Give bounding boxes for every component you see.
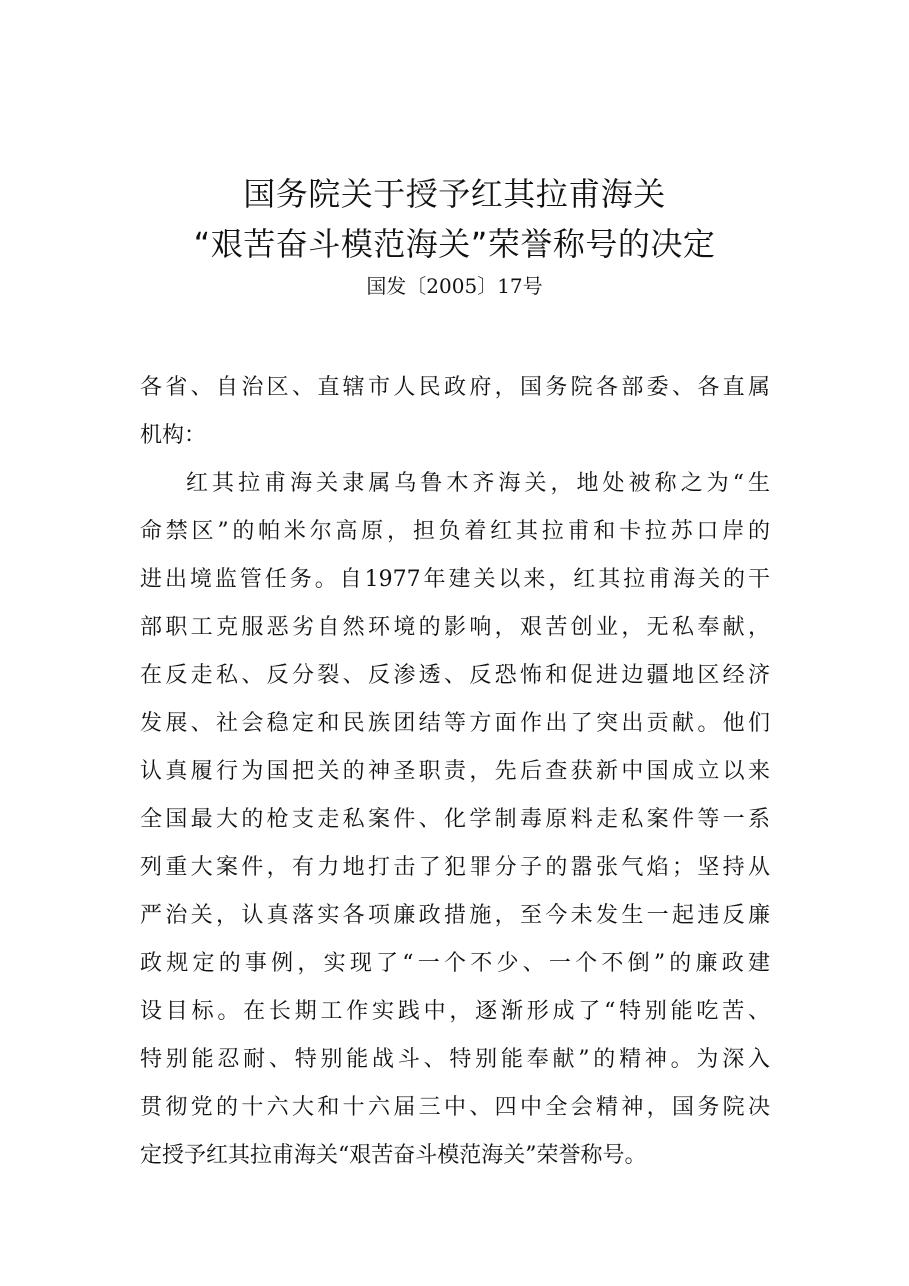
paragraph-line: 红其拉甫海关隶属乌鲁木齐海关，地处被称之为“生 xyxy=(186,471,770,496)
paragraph-line: 设目标。在长期工作实践中，逐渐形成了“特别能吃苦、 xyxy=(140,999,770,1024)
paragraph-line: 政规定的事例，实现了“一个不少、一个不倒”的廉政建 xyxy=(140,951,770,976)
paragraph-line: 列重大案件，有力地打击了犯罪分子的嚣张气焰；坚持从 xyxy=(140,855,770,880)
paragraph-line: 进出境监管任务。自1977年建关以来，红其拉甫海关的干 xyxy=(140,567,770,592)
paragraph-line: 定授予红其拉甫海关“艰苦奋斗模范海关”荣誉称号。 xyxy=(140,1143,647,1168)
paragraph-line: 特别能忍耐、特别能战斗、特别能奉献”的精神。为深入 xyxy=(140,1047,770,1072)
paragraph-line: 全国最大的枪支走私案件、化学制毒原料走私案件等一系 xyxy=(140,807,770,832)
addressee-line: 机构： xyxy=(140,423,207,448)
paragraph-line: 认真履行为国把关的神圣职责，先后查获新中国成立以来 xyxy=(140,759,770,784)
document-number: 国发〔2005〕17号 xyxy=(366,274,543,298)
paragraph-line: 严治关，认真落实各项廉政措施，至今未发生一起违反廉 xyxy=(140,903,770,928)
addressee-line: 各省、自治区、直辖市人民政府，国务院各部委、各直属 xyxy=(140,375,770,400)
document-title-line-1: 国务院关于授予红其拉甫海关 xyxy=(243,175,666,213)
paragraph-line: 部职工克服恶劣自然环境的影响，艰苦创业，无私奉献， xyxy=(140,615,770,640)
paragraph-line: 贯彻党的十六大和十六届三中、四中全会精神，国务院决 xyxy=(140,1095,770,1120)
paragraph-line: 发展、社会稳定和民族团结等方面作出了突出贡献。他们 xyxy=(140,711,770,736)
paragraph-line: 在反走私、反分裂、反渗透、反恐怖和促进边疆地区经济 xyxy=(140,663,770,688)
document-body xyxy=(140,364,770,1180)
document-title-line-2: “艰苦奋斗模范海关”荣誉称号的决定 xyxy=(193,225,716,263)
paragraph-line: 命禁区”的帕米尔高原，担负着红其拉甫和卡拉苏口岸的 xyxy=(140,519,770,544)
